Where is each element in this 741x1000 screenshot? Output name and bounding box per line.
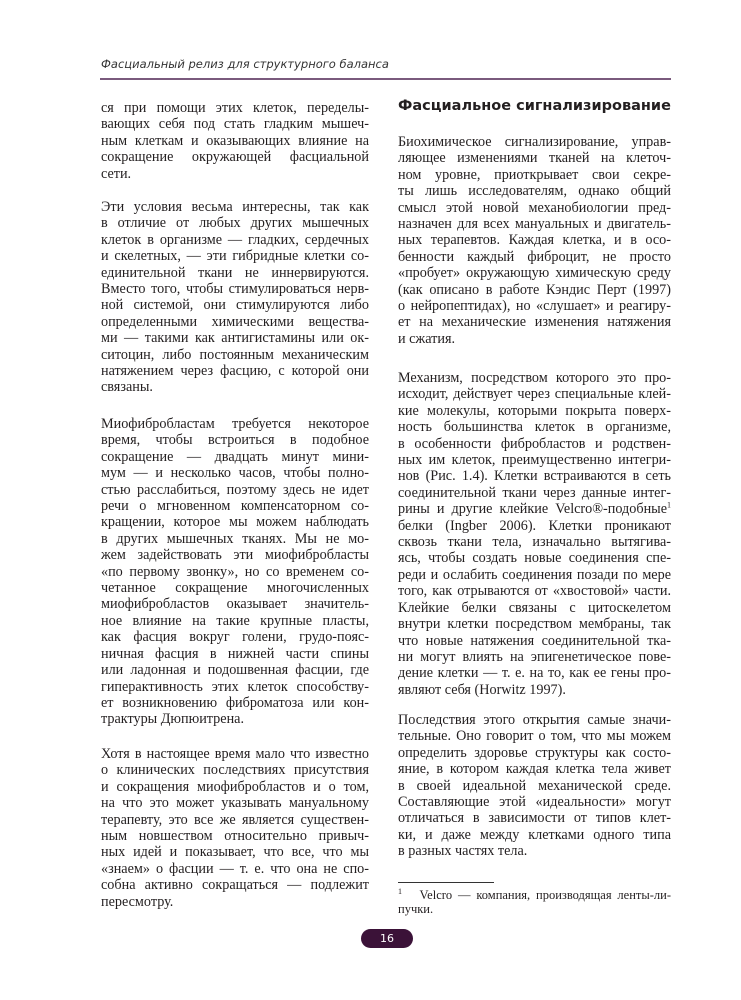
text-line: тельные. Оно говорит о том, что мы можем [398, 728, 671, 745]
text-line: трактуры Дюпюитрена. [101, 711, 245, 728]
text-line: ных им клеток, преимущественно интегри- [398, 452, 671, 469]
text-line: Последствия этого открытия самые значи- [398, 712, 671, 728]
text-line: в отличие от любых других мышечных [101, 215, 369, 232]
text-line: жем задействовать эти миофибробласты [101, 547, 369, 564]
running-header: Фасциальный релиз для структурного баланса [101, 57, 389, 71]
text-line: в особенности фибробластов и родствен- [398, 435, 671, 452]
text-line: ной системой, они стимулируются либо [101, 297, 369, 314]
text-line: Механизм, посредством которого это про- [398, 370, 671, 386]
text-line: Биохимическое сигнализирование, управ- [398, 134, 671, 150]
text-line: Хотя в настоящее время мало что известно [101, 746, 369, 762]
text-line: Составляющие этой «идеальности» могут [398, 794, 671, 811]
text-line: ное влияние на такие крупные пласты, [101, 612, 369, 629]
left-paragraph [101, 746, 369, 910]
text-line: стью расслабиться, поэтому здесь не идет [101, 481, 369, 498]
text-line: ном уровне, приоткрывает свои секре- [398, 166, 671, 183]
text-line: в разных частях тела. [398, 843, 528, 860]
text-line: гиперактивность этих клеток способству- [101, 678, 369, 695]
text-line: ся при помощи этих клеток, переделы- [101, 100, 369, 116]
text-line: в своей идеальной механической среде. [398, 777, 671, 794]
text-line: ни могут влиять на эпигенетическое пове- [398, 648, 671, 665]
text-line: яние, в котором каждая клетка тела живет [398, 761, 671, 778]
left-paragraph [101, 100, 369, 182]
right-paragraph [398, 134, 671, 347]
text-line: ты лишь исследователям, однако общий [398, 183, 671, 200]
text-line: ет возникновению фиброматоза или кон- [101, 694, 369, 711]
text-line: натяжением через фасцию, с которой они [101, 363, 369, 380]
text-line: ничная фасция в нижней части спины [101, 645, 369, 662]
text-line: ки, и даже между клетками одного типа [398, 826, 671, 843]
section-heading: Фасциальное сигнализирование [398, 98, 671, 114]
text-line: и сжатия. [398, 330, 456, 347]
text-line: сети. [101, 165, 132, 182]
text-line: Вместо того, чтобы стимулироваться нерв- [101, 281, 369, 298]
right-paragraph [398, 712, 671, 860]
text-line: назначен для всех мануальных и двигатель- [398, 216, 671, 233]
text-line: время, чтобы встроиться в подобное [101, 432, 369, 449]
text-line: Миофибробластам требуется некоторое [101, 416, 369, 432]
text-line: смысл этой новой механобиологии пред- [398, 199, 671, 216]
text-line: (как описано в работе Кэндис Перт (1997) [398, 281, 671, 298]
footnote-line-1: $^1$ Velcro — компания, производящая ленты-ли- [398, 886, 672, 902]
text-line: собна активно сокращаться — подлежит [101, 877, 369, 894]
text-line: отличаться в зависимости от типов клет- [398, 810, 671, 827]
text-line: сквозь ткани тела, изначально вытягива- [398, 534, 671, 551]
text-line: Эти условия весьма интересны, так как [101, 199, 369, 215]
text-line: терапевту, это все же является существен- [101, 811, 369, 828]
text-line: соединительной ткани через данные интег- [398, 484, 671, 501]
text-line: бенности каждый фиброцит, не просто [398, 248, 671, 265]
text-line: реди и ослабить соединения позади по мере [398, 566, 671, 583]
text-line: того, как отрываются от «хвостовой» части. [398, 583, 671, 600]
text-line: или ладонная и подошвенная фасции, где [101, 662, 369, 679]
text-line: ясь, чтобы создать новые соединения спе- [398, 550, 671, 567]
text-line: как фасция вокруг голени, грудо-пояс- [101, 629, 369, 646]
text-line: в других мышечных тканях. Мы не мо- [101, 530, 369, 547]
text-line: нов (Рис. 1.4). Клетки встраиваются в сеть [398, 468, 671, 485]
text-line: кращении, которое мы можем наблюдать [101, 514, 369, 531]
left-paragraph [101, 416, 369, 728]
text-line: связаны. [101, 379, 153, 396]
left-paragraph [101, 199, 369, 396]
text-line: ным клеткам и оказывающих влияние на [101, 132, 369, 149]
text-line: клеток в организме — гладких, сердечных [101, 231, 369, 248]
footnote-ref: 1 [667, 500, 671, 510]
text-line: ситоцин, либо постоянным механическим [101, 346, 369, 363]
header-rule [100, 78, 671, 80]
text-line: что новые натяжения соединительной тка- [398, 632, 671, 649]
text-line: ных идей и показывает, что все, что мы [101, 844, 369, 861]
text-line: и скелетных, — эти гибридные клетки со- [101, 248, 369, 265]
text-line: «знаем» о фасции — т. е. что она не спо- [101, 860, 369, 877]
text-line: определить здоровье структуры как состо- [398, 744, 671, 761]
text-line: мум — и несколько часов, чтобы полно- [101, 465, 369, 482]
text-line: и сокращения миофибробластов и о том, [101, 778, 369, 795]
text-line: сокращение — двадцать минут мини- [101, 448, 369, 465]
text-line: белки (Ingber 2006). Клетки проникают [398, 517, 671, 534]
text-line: Клейкие белки связаны с цитоскелетом [398, 599, 671, 616]
text-line: дение клетки — т. е. на то, как ее гены про- [398, 665, 671, 682]
text-line: определенными химическими вещества- [101, 313, 369, 330]
text-line: ным новшеством относительно привыч- [101, 828, 369, 845]
text-line: четанное сокращение многочисленных [101, 580, 369, 597]
text-line: ных терапевтов. Каждая клетка, и в осо- [398, 232, 671, 249]
text-line: «по первому звонку», но со временем со- [101, 563, 369, 580]
text-line: речи о мгновенном компенсаторном со- [101, 498, 369, 515]
text-line: являют себя (Horwitz 1997). [398, 681, 566, 698]
text-line: кие молекулы, которыми покрыта поверх- [398, 402, 671, 419]
text-line: ет на механические изменения натяжения [398, 314, 671, 331]
text-line: исходит, действует через специальные клей- [398, 386, 671, 403]
text-line: сокращение окружающей фасциальной [101, 149, 369, 166]
text-line: внутри клетки посредством мембраны, так [398, 616, 671, 633]
text-line: рины и другие клейкие Velcro®-подобные$^1$ [398, 500, 671, 518]
text-line: ми — такими как антигистамины или ок- [101, 330, 369, 347]
text-line: «пробует» окружающую химическую среду [398, 265, 671, 282]
page-number: 16 [361, 929, 413, 948]
text-line: единительной ткани не иннервируются. [101, 264, 369, 281]
text-line: о клинических последствиях присутствия [101, 762, 369, 779]
text-line: ляющее изменениями тканей на клеточ- [398, 150, 671, 167]
text-line: миофибробластов оказывает значитель- [101, 596, 369, 613]
text-line: пересмотру. [101, 893, 174, 910]
footnote-rule [398, 882, 494, 883]
text-line: вающих себя под стать гладким мышеч- [101, 116, 369, 133]
text-line: о нейропептидах), но «слушает» и реагиру- [398, 298, 671, 315]
right-paragraph [398, 370, 671, 698]
footnote-marker: 1 [398, 886, 402, 896]
text-line: ность большинства клеток в организме, [398, 419, 671, 436]
footnote [398, 888, 671, 916]
text-line: на что это может указывать мануальному [101, 795, 369, 812]
footnote-line-2: пучки. [398, 902, 434, 916]
